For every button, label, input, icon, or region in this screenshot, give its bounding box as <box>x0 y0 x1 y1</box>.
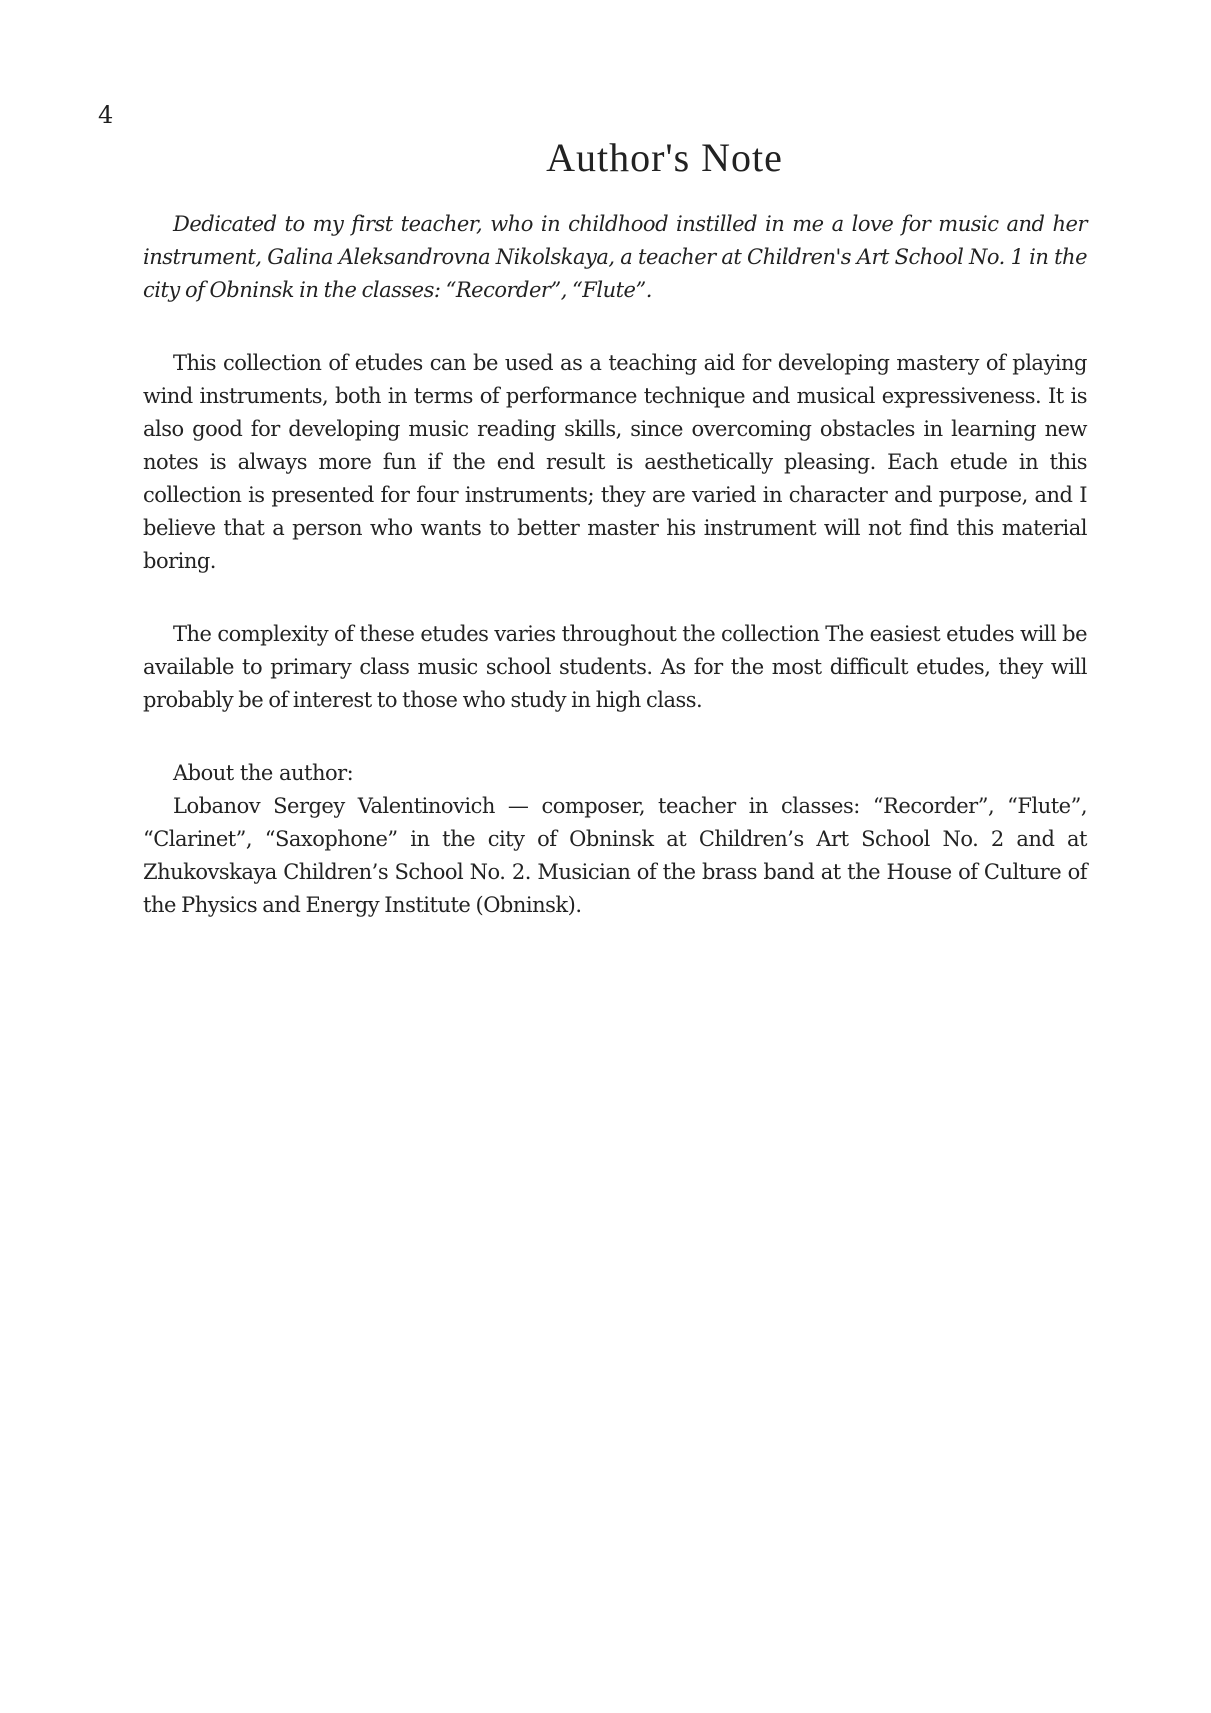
body-paragraph-2: The complexity of these etudes varies throughout the collection The easiest etudes will be available to primary class music school students. As for the most difficult etudes, they will probably be of interest to those who study in high class. <box>143 622 1087 712</box>
about-section <box>143 757 1087 922</box>
about-heading: About the author: <box>173 761 354 785</box>
document-body <box>143 208 1087 922</box>
dedication-paragraph: Dedicated to my first teacher, who in childhood instilled in me a love for music and her instrument, Galina Aleksandrovna Nikolskaya, a teacher at Children's Art School No. 1 in the city of Obninsk in the classes: “Recorder”, “Flute”. <box>143 212 1087 302</box>
page-title: Author's Note <box>546 135 783 180</box>
page-number: 4 <box>98 101 114 129</box>
body-paragraph-1: This collection of etudes can be used as a teaching aid for developing mastery of playing wind instruments, both in terms of performance technique and musical expressiveness. It is also good for developing music reading skills, since overcoming obstacles in learning new notes is always more fun if the end result is aesthetically pleasing. Each etude in this collection is presented for four instruments; they are varied in character and purpose, and I believe that a person who wants to better master his instrument will not find this material boring. <box>143 351 1087 573</box>
about-body: Lobanov Sergey Valentinovich — composer, teacher in classes: “Recorder”, “Flute”, “Clarinet”, “Saxophone” in the city of Obninsk at Children’s Art School No. 2 and at Zhukovskaya Children’s School No. 2. Musician of the brass band at the House of Culture of the Physics and Energy Institute (Obninsk). <box>143 794 1087 917</box>
